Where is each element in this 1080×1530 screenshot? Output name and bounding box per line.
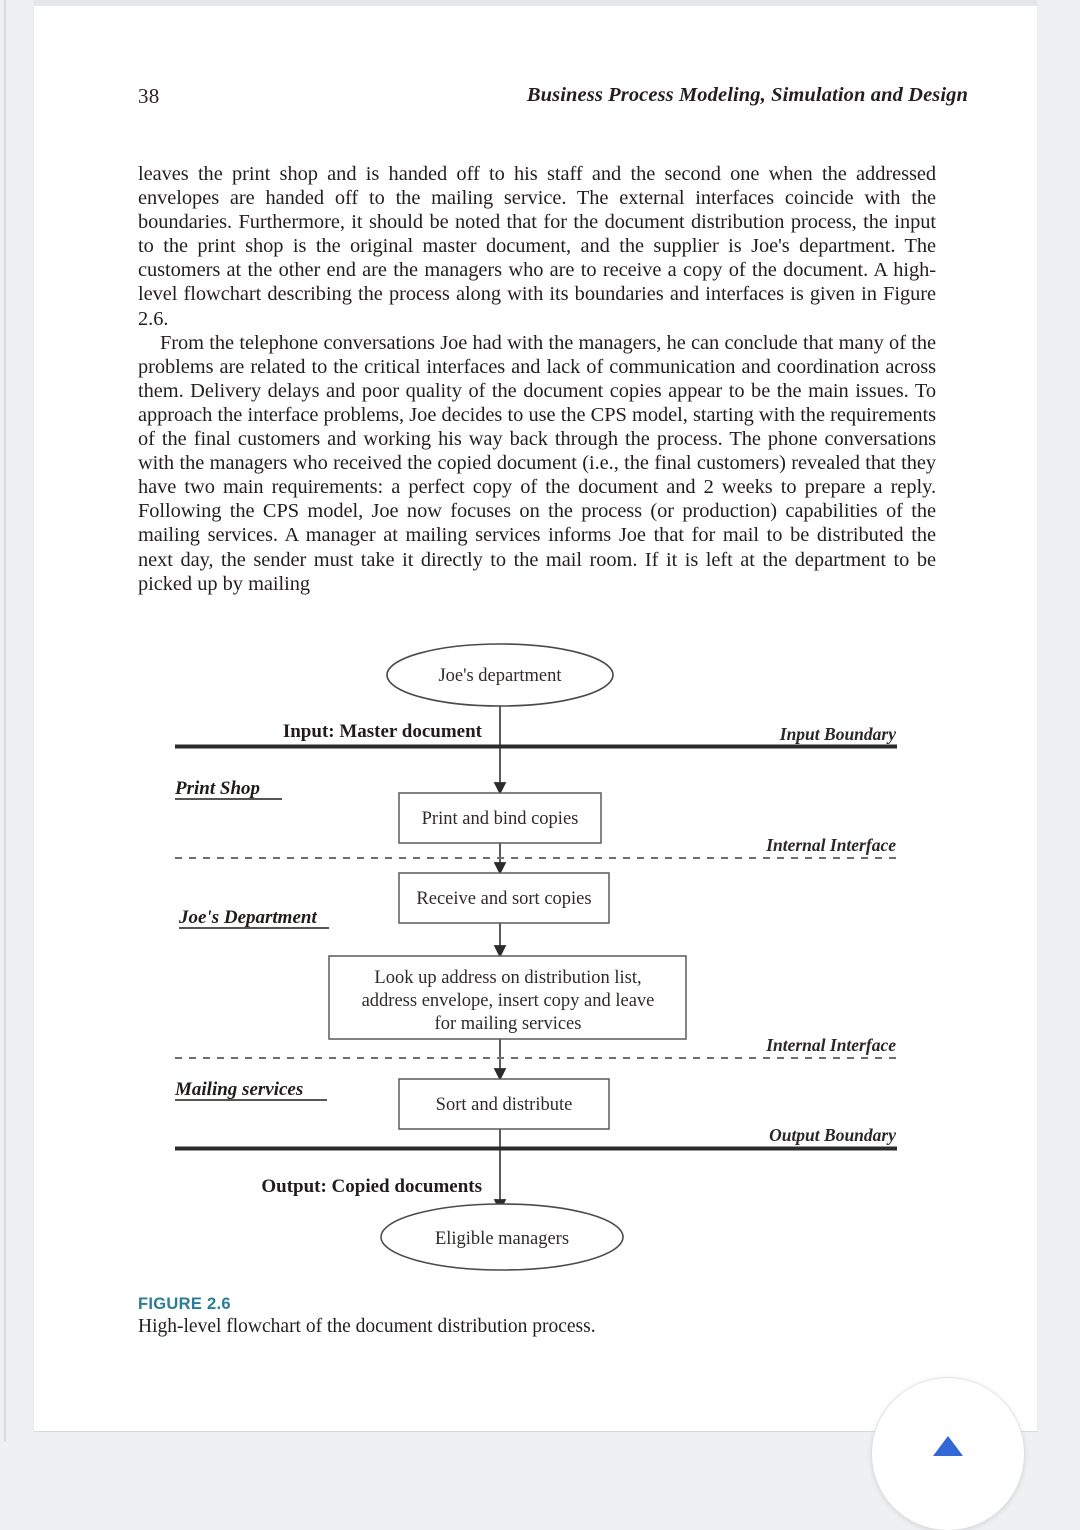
flowchart-diagram (34, 618, 1037, 1278)
input-flow-label: Input: Master document (282, 721, 482, 742)
task-node-look-up-address-line-1: Look up address on distribution list, (374, 968, 642, 988)
chevron-up-icon (931, 1434, 965, 1458)
running-title: Business Process Modeling, Simulation and Design (526, 84, 968, 106)
task-node-look-up-address (329, 956, 686, 1039)
internal-interface-2-label: Internal Interface (766, 1035, 896, 1055)
body-text-column (138, 162, 936, 596)
task-node-print-and-bind-label: Print and bind copies (421, 809, 579, 829)
page-number: 38 (138, 84, 160, 108)
output-boundary-label: Output Boundary (769, 1125, 896, 1145)
document-page (34, 6, 1037, 1431)
lane-label-joes-department-text: Joe's Department (179, 907, 317, 928)
task-node-look-up-address-line-2: address envelope, insert copy and leave (361, 991, 655, 1011)
lane-label-print-shop (174, 778, 282, 799)
running-head (34, 84, 1037, 114)
task-node-sort-and-distribute-label: Sort and distribute (435, 1095, 573, 1115)
supplier-node (387, 644, 613, 706)
paragraph-1: leaves the print shop and is handed off to his staff and the second one when the addressed envelopes are handed off to the mailing service. The external interfaces coincide with the boundaries. Furthermore, it should be noted that for the document distribution process, the input to the print shop is the original master document, and the supplier is Joe's department. The customers at the other end are the managers who are to receive a copy of the document. A high-level flowchart describing the process along with its boundaries and interfaces is given in Figure 2.6. (138, 163, 936, 330)
task-node-print-and-bind (399, 793, 601, 843)
scroll-to-top-button[interactable] (872, 1378, 1024, 1530)
customer-node-label: Eligible managers (434, 1229, 570, 1249)
output-flow-label: Output: Copied documents (261, 1176, 482, 1197)
supplier-node-label: Joe's department (438, 666, 562, 686)
internal-interface-1-label: Internal Interface (766, 835, 896, 855)
lane-label-mailing-services-text: Mailing services (175, 1079, 304, 1100)
task-node-look-up-address-line-3: for mailing services (434, 1014, 582, 1034)
lane-label-print-shop-text: Print Shop (175, 778, 261, 799)
task-node-sort-and-distribute (399, 1079, 609, 1129)
input-boundary-label: Input Boundary (779, 724, 896, 744)
lane-label-joes-department (178, 907, 329, 928)
figure-caption-text: High-level flowchart of the document distribution process. (138, 1316, 596, 1337)
viewer-left-rail (4, 0, 6, 1442)
customer-node (381, 1204, 623, 1270)
task-node-receive-and-sort (399, 873, 609, 923)
figure-caption-label: FIGURE 2.6 (138, 1295, 231, 1313)
figure-2-6 (34, 618, 1037, 1278)
lane-label-mailing-services (174, 1079, 327, 1100)
figure-caption (138, 1294, 938, 1339)
task-node-receive-and-sort-label: Receive and sort copies (416, 889, 592, 909)
paragraph-2: From the telephone conversations Joe had with the managers, he can conclude that many of the problems are related to the critical interfaces and lack of communication and coordination across them. Delivery delays and poor quality of the document copies appear to be the main issues. To approach the interface problems, Joe decides to use the CPS model, starting with the requirements of the final customers and working his way back through the process. The phone conversations with the managers who received the copied document (i.e., the final customers) revealed that they have two main requirements: a perfect copy of the document and 2 weeks to prepare a reply. Following the CPS model, Joe now focuses on the process (or production) capabilities of the mailing services. A manager at mailing services informs Joe that for mail to be distributed the next day, the sender must take it directly to the mail room. If it is left at the department to be picked up by mailing (138, 331, 936, 595)
